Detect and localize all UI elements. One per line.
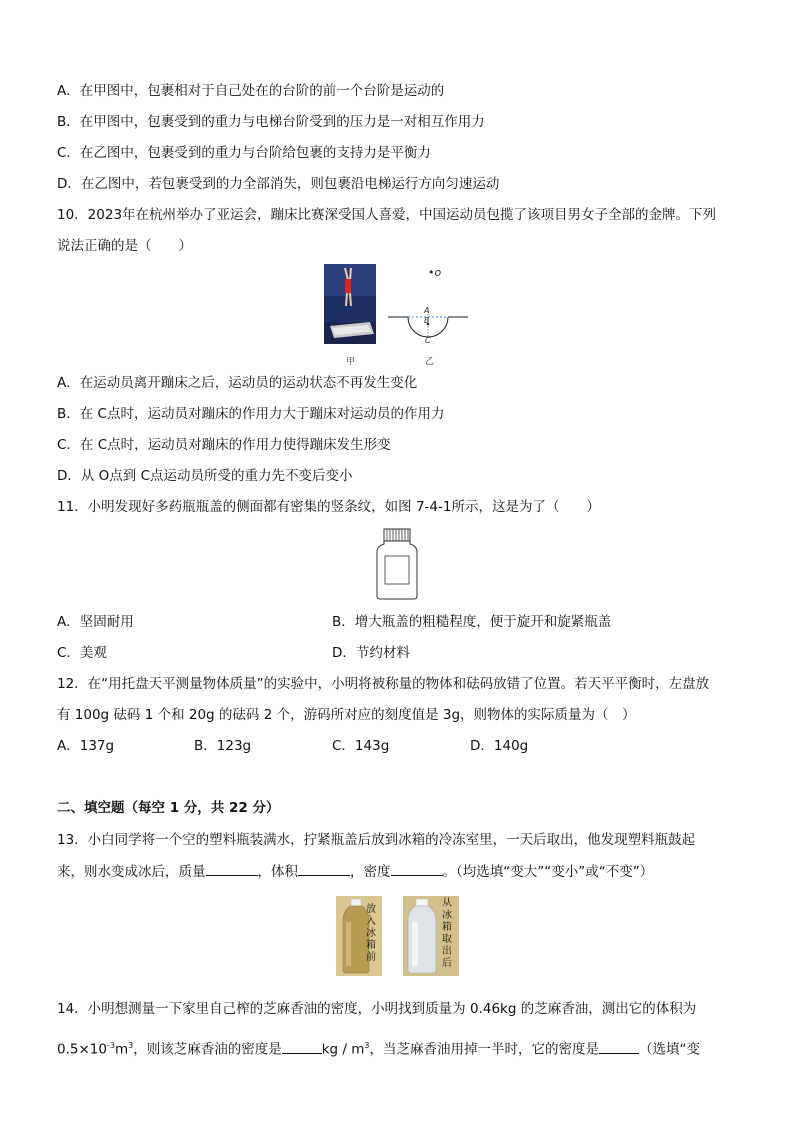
q10-option-d: D．从 O点到 C点运动员所受的重力先不变后变小 [57, 468, 353, 484]
q13-blank-density [391, 861, 443, 876]
q14-line2 [57, 1036, 700, 1060]
q10-option-a: A．在运动员离开蹦床之后，运动员的运动状态不再发生变化 [57, 375, 418, 391]
q12-stem-line1: 12．在“用托盘天平测量物体质量”的实验中，小明将被称量的物体和砝码放错了位置。若天平平衡时，左盘放 [57, 676, 710, 692]
point-c-label: C [425, 336, 431, 345]
q10-stem-line2: 说法正确的是（ ） [57, 238, 192, 254]
q10-option-b: B．在 C点时，运动员对蹦床的作用力大于蹦床对运动员的作用力 [57, 406, 445, 422]
q12-option-a: A．137g [57, 738, 115, 754]
q14-density-unit-exponent: 3 [364, 1041, 370, 1050]
point-a-label: A [424, 306, 430, 315]
q12-option-c: C．143g [332, 738, 390, 754]
q11-option-d: D．节约材料 [332, 645, 410, 661]
trampoline-photo [324, 264, 376, 344]
q10-option-c: C．在 C点时，运动员对蹦床的作用力使得蹦床发生形变 [57, 437, 391, 453]
q14-line1: 14．小明想测量一下家里自己榨的芝麻香油的密度，小明找到质量为 0.46kg 的芝麻香油，测出它的体积为 [57, 1001, 697, 1017]
q9-option-c: C．在乙图中，包裹受到的重力与台阶给包裹的支持力是平衡力 [57, 145, 431, 161]
q14-volume-unit: m [114, 1041, 129, 1058]
q14-blank-density-change [599, 1039, 639, 1054]
q14-density-unit: kg / m [321, 1041, 365, 1058]
label-before-freezer: 放入冰箱前 [366, 904, 376, 963]
q9-option-b: B．在甲图中，包裹受到的重力与电梯台阶受到的压力是一对相互作用力 [57, 114, 485, 130]
q13-blank-mass [206, 861, 258, 876]
q11-option-c: C．美观 [57, 645, 107, 661]
q14-volume-exponent: -3 [106, 1041, 115, 1050]
point-b-label: B [424, 316, 430, 325]
q11-option-a: A．坚固耐用 [57, 614, 134, 630]
medicine-bottle-figure [375, 528, 419, 600]
q12-stem-line2: 有 100g 砝码 1 个和 20g 的砝码 2 个，游码所对应的刻度值是 3g，则物体的实际质量为（ ） [57, 707, 636, 723]
label-after-freezer: 从冰箱取出后 [442, 898, 452, 969]
q14-text-f: （选填“变 [638, 1041, 700, 1058]
figure-label-jia: 甲 [346, 357, 356, 367]
q14-text-c: ，则该芝麻香油的密度是 [133, 1041, 282, 1058]
section-heading-fill-blank: 二、填空题（每空 1 分，共 22 分） [57, 800, 280, 816]
q13-text-c: ，密度 [350, 864, 391, 880]
q14-blank-density-value [282, 1039, 322, 1054]
point-o-label: •o [428, 266, 442, 279]
q13-line1: 13．小白同学将一个空的塑料瓶装满水，拧紧瓶盖后放到冰箱的冷冻室里，一天后取出，他发现塑料瓶鼓起 [57, 832, 696, 848]
q14-text-e: ，当芝麻香油用掉一半时，它的密度是 [369, 1041, 599, 1058]
q10-stem-line1: 10．2023年在杭州举办了亚运会，蹦床比赛深受国人喜爱，中国运动员包揽了该项目男女子全部的金牌。下列 [57, 207, 717, 223]
q13-text-d: 。（均选填“变大”“变小”或“不变”） [442, 864, 654, 880]
q13-blank-volume [298, 861, 350, 876]
q11-option-b: B．增大瓶盖的粗糙程度，便于旋开和旋紧瓶盖 [332, 614, 612, 630]
q11-stem: 11．小明发现好多药瓶瓶盖的侧面都有密集的竖条纹，如图 7-4-1所示，这是为了（ ） [57, 499, 600, 515]
figure-label-yi: 乙 [425, 357, 435, 367]
q14-volume-unit-exponent: 3 [128, 1041, 134, 1050]
q9-option-a: A．在甲图中，包裹相对于自己处在的台阶的前一个台阶是运动的 [57, 83, 445, 99]
q14-volume-coefficient: 0.5×10 [57, 1041, 107, 1058]
q9-option-d: D．在乙图中，若包裹受到的力全部消失，则包裹沿电梯运行方向匀速运动 [57, 176, 500, 192]
q12-option-d: D．140g [470, 738, 529, 754]
q13-line2 [57, 861, 653, 882]
q13-text-b: ，体积 [257, 864, 298, 880]
q13-text-a: 来，则水变成冰后，质量 [57, 864, 206, 880]
q12-option-b: B．123g [194, 738, 252, 754]
